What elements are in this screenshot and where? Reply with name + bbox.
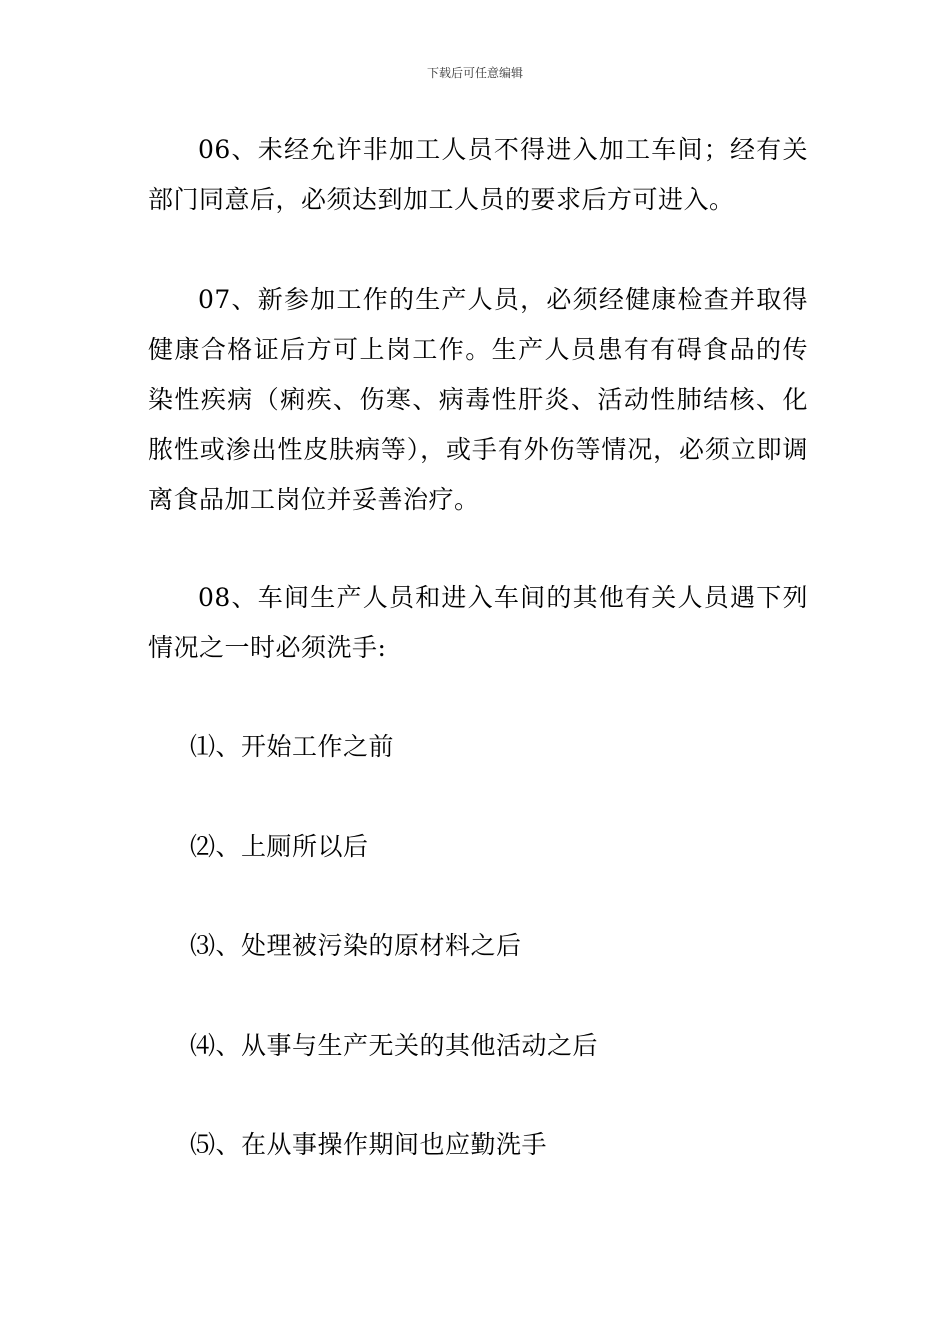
list-item: ⑷、从事与生产无关的其他活动之后 [190,1031,599,1060]
list-item: ⑴、开始工作之前 [190,732,395,761]
list-item: ⑵、上厕所以后 [190,832,369,861]
paragraph-06: 06、未经允许非加工人员不得进入加工车间；经有关部门同意后，必须达到加工人员的要求后方可进入。 [148,135,808,214]
page-header: 下载后可任意编辑 [426,66,523,80]
paragraph-07: 07、新参加工作的生产人员，必须经健康检查并取得健康合格证后方可上岗工作。生产人员患有有碍食品的传染性疾病（痢疾、伤寒、病毒性肝炎、活动性肺结核、化脓性或渗出性皮肤病等），或手有外伤等情况，必须立即调离食品加工岗位并妥善治疗。 [148,285,808,514]
paragraph-08: 08、车间生产人员和进入车间的其他有关人员遇下列情况之一时必须洗手: [148,583,808,662]
list-item: ⑸、在从事操作期间也应勤洗手 [190,1130,548,1159]
list-item: ⑶、处理被污染的原材料之后 [190,931,522,960]
